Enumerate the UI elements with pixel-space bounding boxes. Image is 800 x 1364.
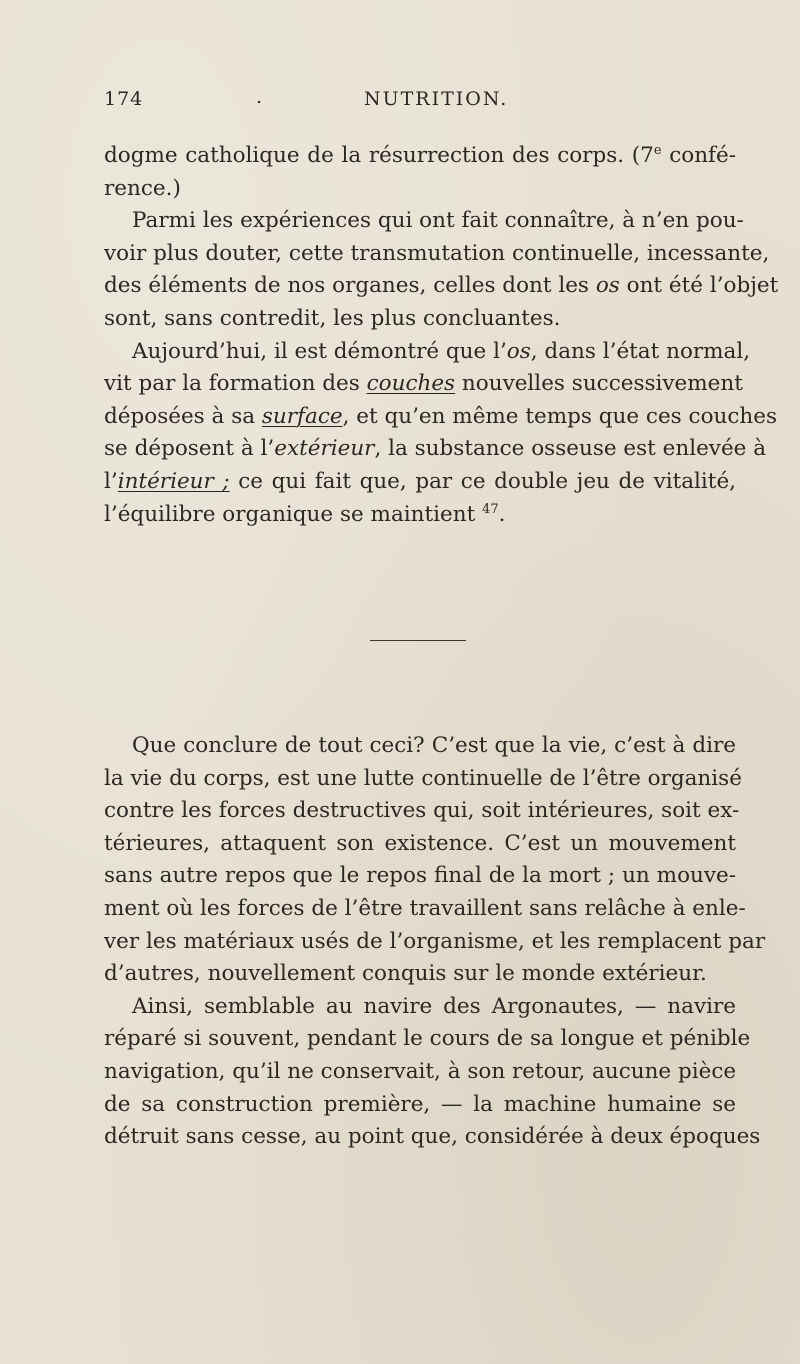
body-text-top xyxy=(104,140,779,531)
text-line: de sa construction première, — la machine humaine se xyxy=(104,1091,736,1117)
text-line: déposées à sa surface, et qu’en même temps que ces couches xyxy=(104,403,778,429)
text-line: des éléments de nos organes, celles dont les os ont été l’objet xyxy=(104,273,779,299)
text-line: Que conclure de tout ceci? C’est que la vie, c’est à dire xyxy=(132,733,736,758)
text-line: l’intérieur ; ce qui fait que, par ce double jeu de vitalité, xyxy=(104,468,737,494)
italic-term: surface xyxy=(261,403,343,429)
text-line: réparé si souvent, pendant le cours de sa longue et pénible xyxy=(104,1026,751,1052)
text-line: sont, sans contredit, les plus concluantes. xyxy=(104,305,561,331)
text-line: ment où les forces de l’être travaillent sans relâche à enle- xyxy=(104,895,746,921)
italic-term: couches xyxy=(366,371,456,397)
text-line: sans autre repos que le repos final de la mort ; un mouve- xyxy=(104,863,736,889)
text-line: térieures, attaquent son existence. C’est un mouvement xyxy=(104,830,736,856)
italic-term: extérieur xyxy=(274,436,375,462)
text-line: d’autres, nouvellement conquis sur le monde extérieur. xyxy=(104,961,707,987)
text-line: Parmi les expériences qui ont fait connaître, à n’en pou- xyxy=(132,208,744,234)
text-line: navigation, qu’il ne conservait, à son retour, aucune pièce xyxy=(104,1058,737,1084)
text-line: se déposent à l’extérieur, la substance osseuse est enlevée à xyxy=(104,436,767,462)
footnote-reference: 47 xyxy=(482,501,499,517)
text-line: vit par la formation des couches nouvelles successivement xyxy=(104,371,743,397)
page-number: 174 xyxy=(104,88,144,110)
superscript: e xyxy=(653,143,662,158)
text-line: Ainsi, semblable au navire des Argonautes, — navire xyxy=(132,993,736,1019)
text-line: voir plus douter, cette transmutation continuelle, incessante, xyxy=(104,240,770,266)
text-line: l’équilibre organique se maintient $^{47}$. xyxy=(104,501,506,527)
text-line: ver les matériaux usés de l’organisme, et les remplacent par xyxy=(104,928,766,954)
text-line: Aujourd’hui, il est démontré que l’os, dans l’état normal, xyxy=(132,338,751,364)
italic-term: os xyxy=(595,273,620,299)
text-line: contre les forces destructives qui, soit intérieures, soit ex- xyxy=(104,798,740,824)
italic-term: os xyxy=(506,338,531,364)
running-title: NUTRITION. xyxy=(364,88,509,110)
text-line: rence.) xyxy=(104,175,181,201)
header-dot: . xyxy=(256,86,264,108)
text-line: dogme catholique de la résurrection des corps. (7e confé- xyxy=(104,143,736,168)
section-separator xyxy=(370,640,466,641)
text-line: la vie du corps, est une lutte continuelle de l’être organisé xyxy=(104,765,742,791)
body-text-bottom xyxy=(104,730,766,1154)
text-line: détruit sans cesse, au point que, considérée à deux époques xyxy=(104,1124,761,1150)
page-header xyxy=(104,88,736,118)
italic-term: intérieur ; xyxy=(117,468,230,494)
